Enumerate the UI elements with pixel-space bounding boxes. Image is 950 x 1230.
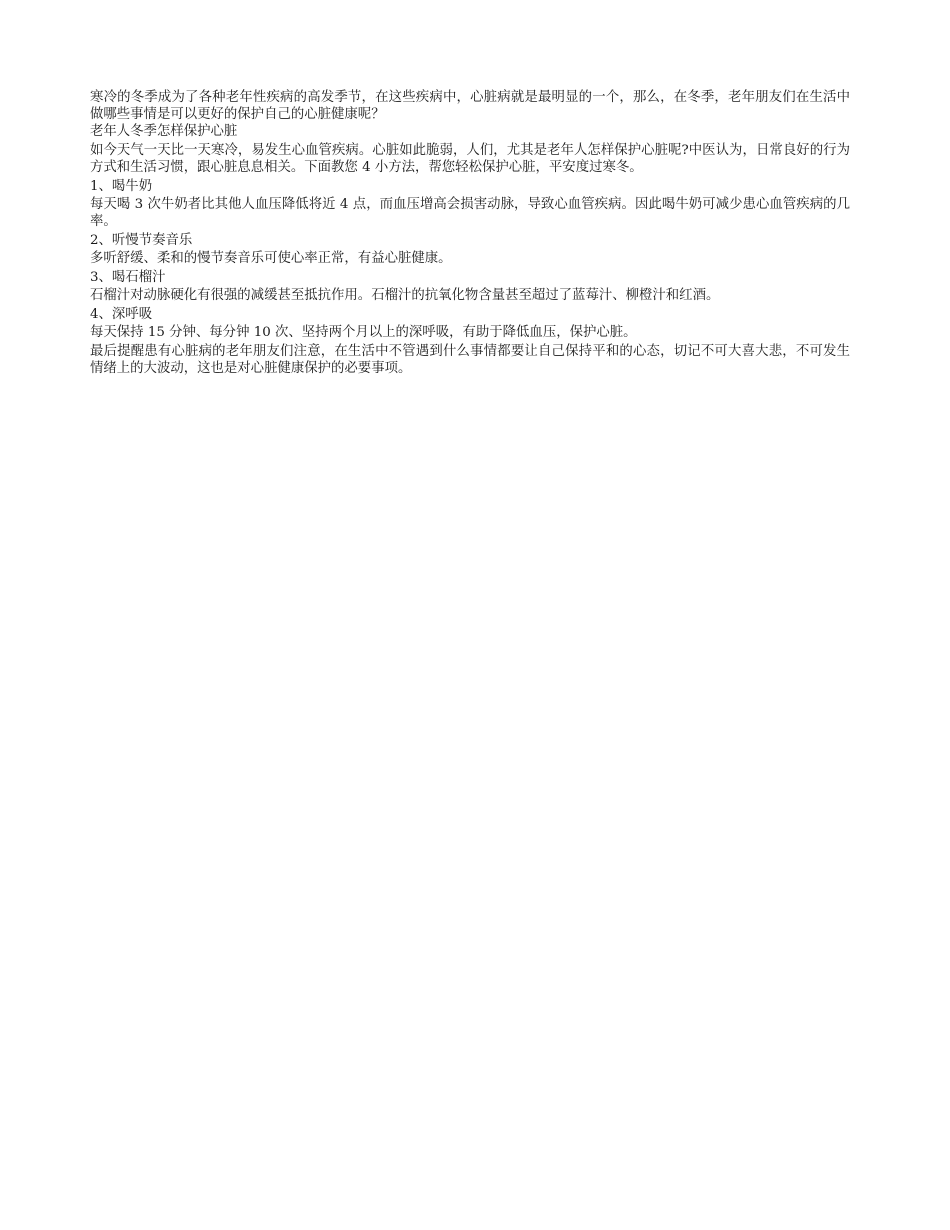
intro-paragraph: 寒冷的冬季成为了各种老年性疾病的高发季节，在这些疾病中，心脏病就是最明显的一个，那么，在冬季，老年朋友们在生活中做哪些事情是可以更好的保护自己的心脏健康呢？ [90, 90, 850, 122]
tip-body-breathing: 每天保持 15 分钟、每分钟 10 次、坚持两个月以上的深呼吸，有助于降低血压，保护心脏。 [90, 325, 637, 340]
tip-body-milk: 每天喝 3 次牛奶者比其他人血压降低将近 4 点，而血压增高会损害动脉，导致心血管疾病。因此喝牛奶可减少患心血管疾病的几率。 [90, 197, 850, 229]
tip-body-pomegranate: 石榴汁对动脉硬化有很强的减缓甚至抵抗作用。石榴汁的抗氧化物含量甚至超过了蓝莓汁、柳橙汁和红酒。 [90, 288, 720, 303]
tip-heading-milk: 1、喝牛奶 [90, 179, 153, 194]
closing-paragraph: 最后提醒患有心脏病的老年朋友们注意，在生活中不管遇到什么事情都要让自己保持平和的心态，切记不可大喜大悲，不可发生情绪上的大波动，这也是对心脏健康保护的必要事项。 [90, 344, 850, 376]
document-body [90, 89, 850, 379]
tip-heading-music: 2、听慢节奏音乐 [90, 233, 193, 248]
tip-body-music: 多听舒缓、柔和的慢节奏音乐可使心率正常，有益心脏健康。 [90, 251, 452, 266]
overview-paragraph: 如今天气一天比一天寒冷，易发生心血管疾病。心脏如此脆弱，人们，尤其是老年人怎样保护心脏呢?中医认为，日常良好的行为方式和生活习惯，跟心脏息息相关。下面教您 4 小方法，帮您轻松保护心脏，平安度过寒冬。 [90, 143, 850, 175]
tip-heading-breathing: 4、深呼吸 [90, 307, 153, 322]
article-subtitle: 老年人冬季怎样保护心脏 [90, 124, 238, 139]
tip-heading-pomegranate: 3、喝石榴汁 [90, 270, 166, 285]
